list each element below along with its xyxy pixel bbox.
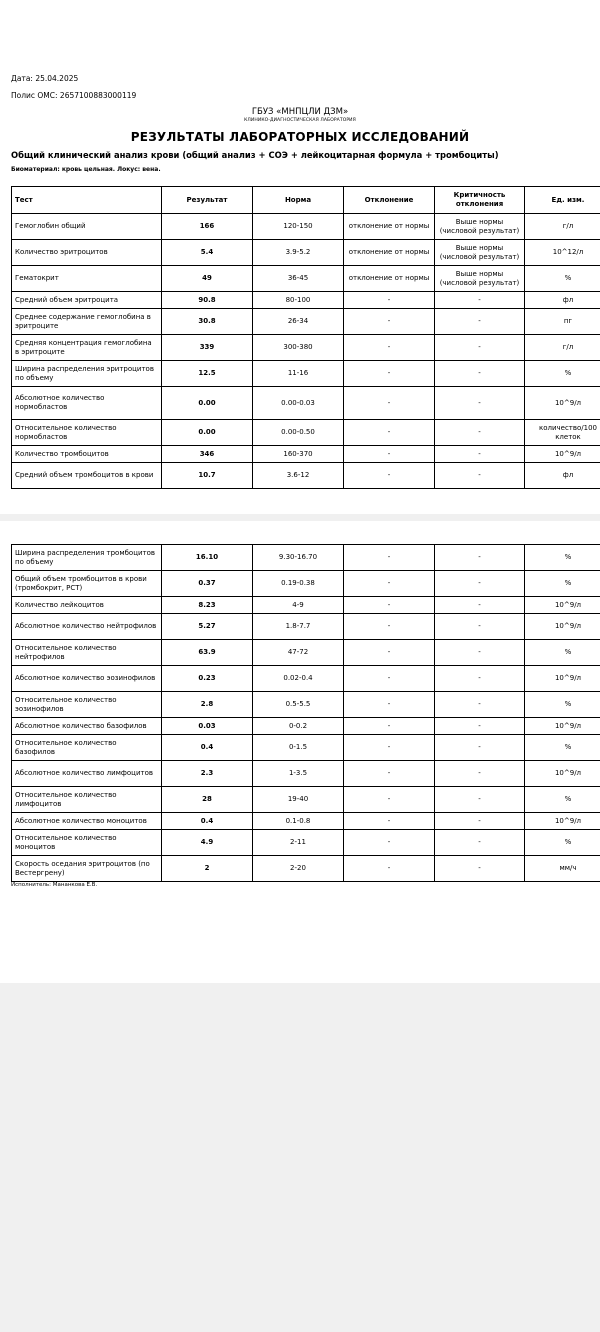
cell-unit: % — [525, 361, 600, 387]
cell-criticality: Выше нормы (числовой результат) — [435, 266, 525, 292]
table-row — [12, 735, 600, 761]
cell-criticality: - — [435, 830, 525, 856]
table-row — [12, 830, 600, 856]
cell-test: Количество эритроцитов — [12, 240, 162, 266]
cell-norm: 26-34 — [253, 309, 344, 335]
cell-norm: 9.30-16.70 — [253, 545, 344, 571]
cell-criticality: - — [435, 787, 525, 813]
cell-result: 0.4 — [162, 735, 253, 761]
cell-test: Абсолютное количество моноцитов — [12, 813, 162, 830]
cell-criticality: - — [435, 463, 525, 489]
cell-norm: 0.19-0.38 — [253, 571, 344, 597]
table-row — [12, 420, 600, 446]
table-row — [12, 614, 600, 640]
cell-deviation: - — [344, 309, 435, 335]
cell-result: 346 — [162, 446, 253, 463]
table-row — [12, 666, 600, 692]
cell-norm: 120-150 — [253, 214, 344, 240]
biomaterial-info: Биоматериал: кровь цельная. Локус: вена. — [11, 166, 161, 173]
report-date: Дата: 25.04.2025 — [11, 74, 79, 83]
header-test: Тест — [12, 187, 162, 214]
cell-deviation: - — [344, 446, 435, 463]
cell-result: 10.7 — [162, 463, 253, 489]
cell-criticality: - — [435, 614, 525, 640]
cell-result: 12.5 — [162, 361, 253, 387]
cell-criticality: - — [435, 361, 525, 387]
cell-result: 4.9 — [162, 830, 253, 856]
cell-norm: 47-72 — [253, 640, 344, 666]
analysis-title: Общий клинический анализ крови (общий анализ + СОЭ + лейкоцитарная формула + тромбоциты) — [11, 150, 499, 160]
table-row — [12, 761, 600, 787]
cell-unit: % — [525, 640, 600, 666]
cell-unit: 10^9/л — [525, 718, 600, 735]
cell-deviation: - — [344, 813, 435, 830]
cell-criticality: - — [435, 761, 525, 787]
cell-norm: 3.9-5.2 — [253, 240, 344, 266]
cell-norm: 0-0.2 — [253, 718, 344, 735]
cell-norm: 4-9 — [253, 597, 344, 614]
cell-unit: мм/ч — [525, 856, 600, 882]
cell-criticality: Выше нормы (числовой результат) — [435, 214, 525, 240]
report-page-1 — [0, 0, 600, 514]
cell-norm: 1-3.5 — [253, 761, 344, 787]
cell-test: Относительное количество нейтрофилов — [12, 640, 162, 666]
cell-test: Абсолютное количество лимфоцитов — [12, 761, 162, 787]
cell-test: Относительное количество базофилов — [12, 735, 162, 761]
cell-result: 16.10 — [162, 545, 253, 571]
cell-criticality: - — [435, 571, 525, 597]
cell-deviation: отклонение от нормы — [344, 214, 435, 240]
cell-test: Средний объем тромбоцитов в крови — [12, 463, 162, 489]
cell-result: 0.03 — [162, 718, 253, 735]
table-row — [12, 292, 600, 309]
cell-unit: % — [525, 735, 600, 761]
oms-policy-number: Полис ОМС: 2657100883000119 — [11, 91, 137, 100]
cell-test: Относительное количество моноцитов — [12, 830, 162, 856]
cell-norm: 0.1-0.8 — [253, 813, 344, 830]
header-result: Результат — [162, 187, 253, 214]
cell-unit: % — [525, 787, 600, 813]
cell-result: 90.8 — [162, 292, 253, 309]
table-row — [12, 813, 600, 830]
cell-deviation: - — [344, 292, 435, 309]
cell-deviation: - — [344, 830, 435, 856]
header-deviation: Отклонение — [344, 187, 435, 214]
cell-result: 0.4 — [162, 813, 253, 830]
cell-result: 339 — [162, 335, 253, 361]
cell-norm: 3.6-12 — [253, 463, 344, 489]
cell-unit: % — [525, 545, 600, 571]
cell-deviation: - — [344, 787, 435, 813]
cell-result: 30.8 — [162, 309, 253, 335]
cell-criticality: - — [435, 292, 525, 309]
cell-criticality: - — [435, 666, 525, 692]
cell-unit: % — [525, 266, 600, 292]
cell-criticality: Выше нормы (числовой результат) — [435, 240, 525, 266]
table-row — [12, 640, 600, 666]
cell-norm: 11-16 — [253, 361, 344, 387]
organization-name: ГБУЗ «МНПЦЛИ ДЗМ» — [251, 107, 349, 117]
table-row — [12, 571, 600, 597]
cell-criticality: - — [435, 545, 525, 571]
cell-deviation: - — [344, 692, 435, 718]
header-criticality: Критичность отклонения — [435, 187, 525, 214]
results-body-2 — [12, 545, 600, 882]
table-header-row — [12, 187, 600, 214]
table-row — [12, 240, 600, 266]
cell-unit: % — [525, 830, 600, 856]
cell-unit: % — [525, 571, 600, 597]
cell-test: Общий объем тромбоцитов в крови (тромбокрит, PCT) — [12, 571, 162, 597]
cell-criticality: - — [435, 856, 525, 882]
cell-test: Скорость оседания эритроцитов (по Вестергрену) — [12, 856, 162, 882]
cell-unit: фл — [525, 292, 600, 309]
cell-deviation: - — [344, 463, 435, 489]
cell-unit: количество/100 клеток — [525, 420, 600, 446]
cell-test: Количество лейкоцитов — [12, 597, 162, 614]
cell-result: 166 — [162, 214, 253, 240]
header-norm: Норма — [253, 187, 344, 214]
table-row — [12, 692, 600, 718]
cell-criticality: - — [435, 335, 525, 361]
cell-result: 2 — [162, 856, 253, 882]
table-row — [12, 214, 600, 240]
table-row — [12, 387, 600, 420]
cell-unit: 10^9/л — [525, 387, 600, 420]
cell-criticality: - — [435, 735, 525, 761]
table-row — [12, 718, 600, 735]
cell-test: Ширина распределения тромбоцитов по объему — [12, 545, 162, 571]
cell-norm: 0.00-0.50 — [253, 420, 344, 446]
cell-norm: 0-1.5 — [253, 735, 344, 761]
cell-test: Абсолютное количество эозинофилов — [12, 666, 162, 692]
cell-result: 63.9 — [162, 640, 253, 666]
table-row — [12, 361, 600, 387]
executor-signature-line: Исполнитель: Мананкова Е.В. — [11, 882, 98, 888]
cell-result: 0.23 — [162, 666, 253, 692]
cell-result: 49 — [162, 266, 253, 292]
cell-deviation: - — [344, 387, 435, 420]
cell-unit: % — [525, 692, 600, 718]
cell-unit: 10^9/л — [525, 666, 600, 692]
cell-result: 0.00 — [162, 387, 253, 420]
cell-criticality: - — [435, 718, 525, 735]
cell-deviation: - — [344, 718, 435, 735]
cell-unit: 10^9/л — [525, 597, 600, 614]
header-unit: Ед. изм. — [525, 187, 600, 214]
cell-test: Ширина распределения эритроцитов по объему — [12, 361, 162, 387]
cell-result: 8.23 — [162, 597, 253, 614]
cell-test: Гематокрит — [12, 266, 162, 292]
cell-norm: 160-370 — [253, 446, 344, 463]
cell-result: 5.4 — [162, 240, 253, 266]
cell-deviation: - — [344, 545, 435, 571]
cell-unit: г/л — [525, 214, 600, 240]
cell-criticality: - — [435, 692, 525, 718]
table-row — [12, 856, 600, 882]
cell-unit: 10^9/л — [525, 446, 600, 463]
cell-norm: 2-20 — [253, 856, 344, 882]
cell-test: Абсолютное количество нормобластов — [12, 387, 162, 420]
laboratory-name: КЛИНИКО-ДИАГНОСТИЧЕСКАЯ ЛАБОРАТОРИЯ — [244, 118, 356, 123]
cell-unit: 10^9/л — [525, 614, 600, 640]
cell-deviation: отклонение от нормы — [344, 266, 435, 292]
cell-criticality: - — [435, 597, 525, 614]
cell-result: 0.37 — [162, 571, 253, 597]
cell-deviation: отклонение от нормы — [344, 240, 435, 266]
cell-criticality: - — [435, 640, 525, 666]
cell-criticality: - — [435, 387, 525, 420]
cell-unit: пг — [525, 309, 600, 335]
cell-test: Количество тромбоцитов — [12, 446, 162, 463]
cell-norm: 1.8-7.7 — [253, 614, 344, 640]
table-row — [12, 545, 600, 571]
cell-result: 0.00 — [162, 420, 253, 446]
table-row — [12, 463, 600, 489]
cell-criticality: - — [435, 420, 525, 446]
cell-deviation: - — [344, 335, 435, 361]
table-row — [12, 309, 600, 335]
cell-test: Абсолютное количество нейтрофилов — [12, 614, 162, 640]
cell-result: 2.8 — [162, 692, 253, 718]
cell-norm: 80-100 — [253, 292, 344, 309]
cell-norm: 300-380 — [253, 335, 344, 361]
cell-deviation: - — [344, 614, 435, 640]
cell-deviation: - — [344, 571, 435, 597]
cell-deviation: - — [344, 640, 435, 666]
cell-test: Относительное количество эозинофилов — [12, 692, 162, 718]
cell-result: 28 — [162, 787, 253, 813]
cell-unit: 10^12/л — [525, 240, 600, 266]
table-row — [12, 597, 600, 614]
cell-norm: 0.02-0.4 — [253, 666, 344, 692]
table-row — [12, 787, 600, 813]
cell-deviation: - — [344, 420, 435, 446]
cell-unit: г/л — [525, 335, 600, 361]
cell-norm: 0.5-5.5 — [253, 692, 344, 718]
cell-test: Среднее содержание гемоглобина в эритроците — [12, 309, 162, 335]
cell-unit: 10^9/л — [525, 813, 600, 830]
cell-deviation: - — [344, 361, 435, 387]
table-row — [12, 446, 600, 463]
cell-test: Гемоглобин общий — [12, 214, 162, 240]
cell-deviation: - — [344, 666, 435, 692]
cell-test: Средний объем эритроцита — [12, 292, 162, 309]
cell-criticality: - — [435, 446, 525, 463]
cell-result: 5.27 — [162, 614, 253, 640]
cell-criticality: - — [435, 309, 525, 335]
cell-criticality: - — [435, 813, 525, 830]
cell-deviation: - — [344, 735, 435, 761]
table-row — [12, 335, 600, 361]
cell-norm: 36-45 — [253, 266, 344, 292]
results-table-2 — [11, 544, 600, 882]
cell-test: Относительное количество нормобластов — [12, 420, 162, 446]
document-title: РЕЗУЛЬТАТЫ ЛАБОРАТОРНЫХ ИССЛЕДОВАНИЙ — [130, 130, 470, 144]
table-row — [12, 266, 600, 292]
report-page-2 — [0, 521, 600, 983]
cell-norm: 0.00-0.03 — [253, 387, 344, 420]
cell-norm: 2-11 — [253, 830, 344, 856]
cell-test: Относительное количество лимфоцитов — [12, 787, 162, 813]
cell-test: Абсолютное количество базофилов — [12, 718, 162, 735]
cell-test: Средняя концентрация гемоглобина в эритроците — [12, 335, 162, 361]
cell-result: 2.3 — [162, 761, 253, 787]
results-table-1 — [11, 186, 600, 489]
cell-norm: 19-40 — [253, 787, 344, 813]
cell-deviation: - — [344, 597, 435, 614]
cell-unit: 10^9/л — [525, 761, 600, 787]
cell-unit: фл — [525, 463, 600, 489]
cell-deviation: - — [344, 761, 435, 787]
cell-deviation: - — [344, 856, 435, 882]
results-body-1 — [12, 214, 600, 489]
